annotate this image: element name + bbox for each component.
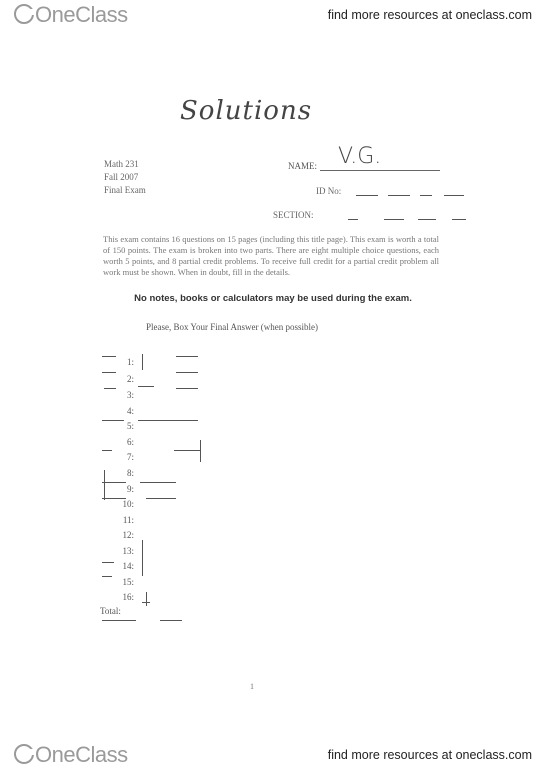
table-column-rule (104, 470, 105, 500)
table-rule (174, 450, 200, 451)
question-number: 16: (122, 592, 134, 602)
question-number: 14: (122, 561, 134, 571)
section-blank (452, 219, 466, 220)
question-number: 12: (122, 530, 134, 540)
table-rule (102, 372, 116, 373)
table-rule (102, 498, 126, 499)
handwritten-title: Solutions (180, 96, 313, 126)
table-rule (102, 576, 112, 577)
total-label: Total: (100, 606, 121, 616)
logo-ring-icon (14, 4, 34, 24)
table-rule (176, 356, 198, 357)
question-number: 5: (126, 421, 134, 431)
name-label: NAME: (288, 161, 317, 171)
question-number: 13: (122, 546, 134, 556)
box-answer-instruction: Please, Box Your Final Answer (when possible) (146, 322, 318, 332)
table-column-rule (142, 354, 143, 370)
table-rule (138, 420, 198, 421)
page-number: 1 (250, 682, 254, 691)
table-rule (102, 482, 126, 483)
course-info (104, 158, 146, 197)
table-rule (104, 388, 116, 389)
question-number: 4: (126, 406, 134, 416)
question-number: 15: (122, 577, 134, 587)
name-value: V.G. (338, 144, 382, 169)
header-tagline-link[interactable]: find more resources at oneclass.com (327, 8, 532, 22)
question-number: 6: (126, 437, 134, 447)
table-column-rule (146, 592, 147, 606)
logo-text: OneClass (35, 2, 128, 27)
logo-ring-icon (14, 744, 34, 764)
table-rule (176, 388, 198, 389)
question-number: 3: (126, 390, 134, 400)
table-rule (102, 420, 124, 421)
table-rule (102, 620, 136, 621)
footer-tagline-link[interactable]: find more resources at oneclass.com (327, 748, 532, 762)
table-rule (160, 620, 182, 621)
logo-text: OneClass (35, 742, 128, 767)
id-blank (420, 195, 432, 196)
course-line: Fall 2007 (104, 172, 139, 182)
id-blank (388, 195, 410, 196)
table-rule (176, 372, 198, 373)
no-notes-warning: No notes, books or calculators may be used during the exam. (134, 293, 412, 304)
id-blank (444, 195, 464, 196)
table-rule (102, 562, 114, 563)
question-number: 9: (126, 484, 134, 494)
question-number: 10: (122, 499, 134, 509)
oneclass-logo[interactable] (14, 742, 128, 768)
id-label: ID No: (316, 186, 342, 196)
section-blank (384, 219, 404, 220)
table-rule (146, 498, 176, 499)
question-number: 8: (126, 468, 134, 478)
site-footer (0, 740, 544, 770)
table-column-rule (142, 540, 143, 576)
section-blank (418, 219, 436, 220)
question-number: 11: (122, 515, 134, 525)
id-blank (356, 195, 378, 196)
table-column-rule (200, 440, 201, 462)
table-rule (102, 356, 116, 357)
exam-instructions: This exam contains 16 questions on 15 pages (including this title page). This exam is worth a total of 150 points. The exam is broken into two parts. There are eight multiple choice questions, each worth 5 points, and 8 partial credit problems. To receive full credit for a partial credit problem all work must be shown. When in doubt, fill in the details. (103, 234, 439, 277)
section-label: SECTION: (273, 210, 314, 220)
site-header (0, 0, 544, 30)
section-blank (348, 219, 358, 220)
question-number: 7: (126, 452, 134, 462)
oneclass-logo[interactable] (14, 2, 128, 28)
question-number: 2: (126, 374, 134, 384)
course-line: Math 231 (104, 159, 139, 169)
course-line: Final Exam (104, 185, 146, 195)
table-rule (140, 482, 176, 483)
table-rule (102, 450, 112, 451)
question-number: 1: (126, 357, 134, 367)
table-rule (138, 386, 154, 387)
name-underline (320, 170, 440, 171)
